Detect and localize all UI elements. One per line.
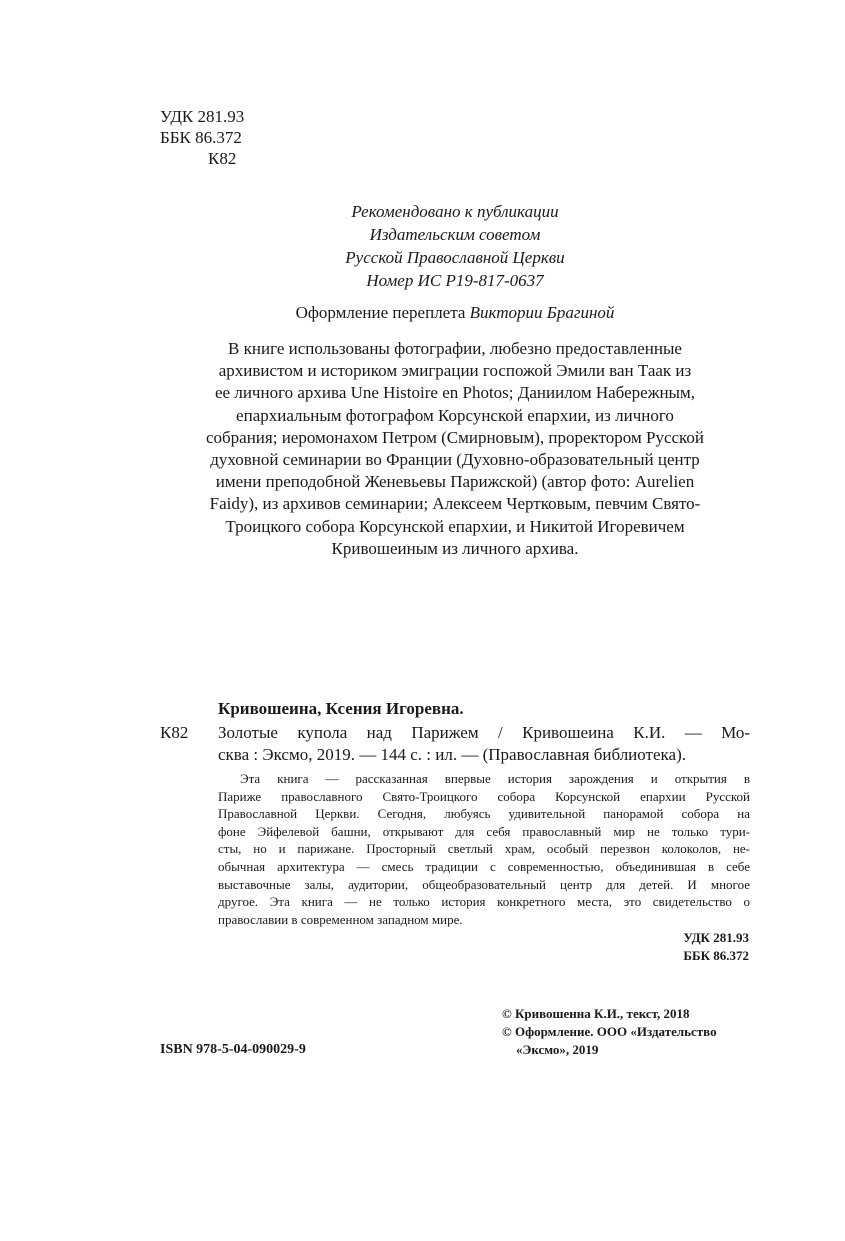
photo-credit-line: собрания; иеромонахом Петром (Смирновым), проректором Русской <box>205 427 705 447</box>
recommendation-block <box>160 200 750 292</box>
catalog-udk: УДК 281.93 <box>683 930 749 945</box>
photo-credit-line: имени преподобной Женевьевы Парижской) (автор фото: Aurelien <box>215 472 695 492</box>
annotation-line: Православной Церкви. Сегодня, любуясь удивительной панорамой собора на <box>218 806 750 822</box>
recommendation-line: Рекомендовано к публикации <box>351 202 559 221</box>
annotation-line: сты, но и парижане. Просторный светлый храм, особый перезвон колоколов, не- <box>218 841 750 857</box>
annotation-line: Париже православного Свято-Троицкого собора Корсунской епархии Русской <box>218 788 750 804</box>
designer-name: Виктории Брагиной <box>469 303 615 322</box>
photo-credits <box>158 338 752 560</box>
annotation-line: Эта книга — рассказанная впервые история зарождения и открытия в <box>240 771 750 786</box>
recommendation-line: Номер ИС Р19-817-0637 <box>366 271 544 290</box>
author-mark: К82 <box>208 149 237 168</box>
photo-credit-line: духовной семинарии во Франции (Духовно-образовательный центр <box>210 450 700 470</box>
copyright-line: «Эксмо», 2019 <box>516 1042 599 1057</box>
catalog-bbk: ББК 86.372 <box>683 948 749 963</box>
title-line: сква : Эксмо, 2019. — 144 с. : ил. — (Православная библиотека). <box>218 745 686 764</box>
copyright-line: © Кривошенна К.И., текст, 2018 <box>502 1006 690 1021</box>
udk-code: УДК 281.93 <box>160 107 245 126</box>
photo-credit-line: В книге использованы фотографии, любезно предоставленные <box>228 339 682 358</box>
photo-credit-line: архивистом и историком эмиграции госпожой Эмили ван Таак из <box>218 361 692 381</box>
photo-credit-line: ее личного архива Une Histoire en Photos; Даниилом Набережным, <box>215 383 695 403</box>
photo-credit-line: епархиальным фотографом Корсунской епархии, из личного <box>236 405 674 425</box>
cover-design-credit <box>160 302 750 324</box>
catalog-code: К82 <box>160 723 189 742</box>
annotation-line: выставочные залы, аудитории, общеобразовательный центр для детей. И многое <box>218 876 750 892</box>
annotation-line: православии в современном западном мире. <box>218 911 463 927</box>
index-block <box>160 106 244 169</box>
photo-credit-line: Faidy), из архивов семинарии; Алексеем Чертковым, певчим Свято- <box>209 494 701 514</box>
annotation <box>218 770 750 928</box>
photo-credit-line: Кривошеиным из личного архива. <box>331 538 579 558</box>
catalog-title-entry <box>218 722 750 766</box>
photo-credit-line: Троицкого собора Корсунской епархии, и Никитой Игоревичем <box>225 516 685 536</box>
catalog-author: Кривошеина, Ксения Игоревна. <box>218 699 464 718</box>
annotation-line: другое. Эта книга — не только история конкретного места, это свидетельство о <box>218 894 750 910</box>
copyright-block <box>502 1005 717 1059</box>
isbn: ISBN 978-5-04-090029-9 <box>160 1042 306 1057</box>
catalog-index-block <box>683 929 749 965</box>
design-prefix: Оформление переплета <box>295 303 470 322</box>
annotation-line: обычная архитектура — смесь традиции с современностью, объединившая в себе <box>218 858 750 874</box>
recommendation-line: Русской Православной Церкви <box>345 248 565 267</box>
copyright-line: © Оформление. ООО «Издательство <box>502 1024 717 1039</box>
title-line: Золотые купола над Парижем / Кривошеина К.И. — Мо- <box>218 723 750 742</box>
bbk-code: ББК 86.372 <box>160 128 242 147</box>
recommendation-line: Издательским советом <box>369 225 541 244</box>
annotation-line: фоне Эйфелевой башни, открывают для себя православный мир не только тури- <box>218 823 750 839</box>
